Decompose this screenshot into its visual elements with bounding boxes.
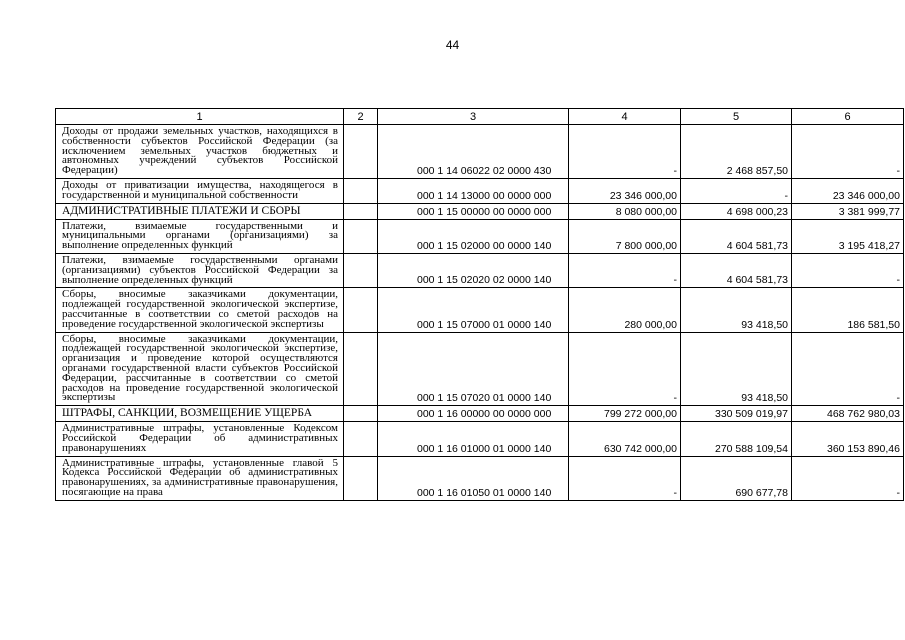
row-value-5: - bbox=[681, 178, 792, 203]
table-row bbox=[56, 219, 904, 253]
row-code: 000 1 15 07000 01 0000 140 bbox=[378, 288, 569, 332]
row-col2 bbox=[344, 456, 378, 500]
row-value-5: 690 677,78 bbox=[681, 456, 792, 500]
row-value-4: 280 000,00 bbox=[569, 288, 681, 332]
row-value-6: - bbox=[792, 332, 904, 406]
row-value-5: 4 698 000,23 bbox=[681, 203, 792, 219]
table-row bbox=[56, 125, 904, 179]
row-code: 000 1 15 00000 00 0000 000 bbox=[378, 203, 569, 219]
row-code: 000 1 15 02020 02 0000 140 bbox=[378, 253, 569, 287]
table-row bbox=[56, 332, 904, 406]
row-code: 000 1 15 07020 01 0000 140 bbox=[378, 332, 569, 406]
row-value-6: - bbox=[792, 125, 904, 179]
table-row bbox=[56, 178, 904, 203]
page-number: 44 bbox=[445, 38, 460, 52]
column-header: 6 bbox=[792, 109, 904, 125]
row-value-4: 7 800 000,00 bbox=[569, 219, 681, 253]
row-value-5: 4 604 581,73 bbox=[681, 219, 792, 253]
row-value-5: 2 468 857,50 bbox=[681, 125, 792, 179]
row-name: ШТРАФЫ, САНКЦИИ, ВОЗМЕЩЕНИЕ УЩЕРБА bbox=[56, 406, 344, 422]
table-row bbox=[56, 456, 904, 500]
row-value-4: 8 080 000,00 bbox=[569, 203, 681, 219]
row-col2 bbox=[344, 406, 378, 422]
row-value-6: 468 762 980,03 bbox=[792, 406, 904, 422]
column-header: 5 bbox=[681, 109, 792, 125]
row-name: АДМИНИСТРАТИВНЫЕ ПЛАТЕЖИ И СБОРЫ bbox=[56, 203, 344, 219]
row-col2 bbox=[344, 253, 378, 287]
row-value-6: 3 381 999,77 bbox=[792, 203, 904, 219]
header-row bbox=[56, 109, 904, 125]
row-name: Доходы от приватизации имущества, находящегося в государственной и муниципальной собственности bbox=[56, 178, 344, 203]
row-value-6: - bbox=[792, 456, 904, 500]
row-col2 bbox=[344, 332, 378, 406]
row-value-4: - bbox=[569, 253, 681, 287]
row-name bbox=[56, 456, 344, 500]
row-name: Платежи, взимаемые государственными и муниципальными органами (организациями) за выполнение определенных функций bbox=[56, 219, 344, 253]
row-value-5: 330 509 019,97 bbox=[681, 406, 792, 422]
row-col2 bbox=[344, 422, 378, 456]
row-value-5: 93 418,50 bbox=[681, 332, 792, 406]
table-row bbox=[56, 253, 904, 287]
column-header: 4 bbox=[569, 109, 681, 125]
row-value-5: 93 418,50 bbox=[681, 288, 792, 332]
row-value-4: - bbox=[569, 125, 681, 179]
row-col2 bbox=[344, 219, 378, 253]
row-value-5: 270 588 109,54 bbox=[681, 422, 792, 456]
row-code: 000 1 16 01050 01 0000 140 bbox=[378, 456, 569, 500]
row-value-6: 360 153 890,46 bbox=[792, 422, 904, 456]
row-value-6: - bbox=[792, 253, 904, 287]
row-value-6: 23 346 000,00 bbox=[792, 178, 904, 203]
row-name-text: Административные штрафы, установленные главой 5 Кодекса Российской Федерации об административных правонарушениях, за административные правонарушения, посягающие на права bbox=[62, 458, 338, 498]
table-row bbox=[56, 203, 904, 219]
row-name: Сборы, вносимые заказчиками документации, подлежащей государственной экологической экспертизе, рассчитанные в соответствии со сметой расходов на проведение государственной экологической экспертизы bbox=[56, 288, 344, 332]
row-code: 000 1 15 02000 00 0000 140 bbox=[378, 219, 569, 253]
row-col2 bbox=[344, 203, 378, 219]
row-col2 bbox=[344, 288, 378, 332]
row-code: 000 1 16 01000 01 0000 140 bbox=[378, 422, 569, 456]
row-value-4: 630 742 000,00 bbox=[569, 422, 681, 456]
row-code: 000 1 14 06022 02 0000 430 bbox=[378, 125, 569, 179]
row-code: 000 1 14 13000 00 0000 000 bbox=[378, 178, 569, 203]
budget-table bbox=[55, 108, 904, 501]
row-value-4: - bbox=[569, 332, 681, 406]
column-header: 2 bbox=[344, 109, 378, 125]
row-value-6: 3 195 418,27 bbox=[792, 219, 904, 253]
row-name: Сборы, вносимые заказчиками документации, подлежащей государственной экологической экспертизе, организация и проведение которой осуществляются органами государственной власти субъектов Российской Федерации, рассчитанные в соответствии со сметой расходов на проведение государственной экологической экспертизы bbox=[56, 332, 344, 406]
table-row bbox=[56, 422, 904, 456]
row-value-5: 4 604 581,73 bbox=[681, 253, 792, 287]
column-header: 3 bbox=[378, 109, 569, 125]
row-col2 bbox=[344, 178, 378, 203]
row-name: Платежи, взимаемые государственными органами (организациями) субъектов Российской Федерации за выполнение определенных функций bbox=[56, 253, 344, 287]
column-header: 1 bbox=[56, 109, 344, 125]
row-value-6: 186 581,50 bbox=[792, 288, 904, 332]
row-value-4: 799 272 000,00 bbox=[569, 406, 681, 422]
row-name: Доходы от продажи земельных участков, находящихся в собственности субъектов Российской Федерации (за исключением земельных участков бюджетных и автономных учреждений субъектов Российской Федерации) bbox=[56, 125, 344, 179]
row-col2 bbox=[344, 125, 378, 179]
table-row bbox=[56, 288, 904, 332]
row-value-4: - bbox=[569, 456, 681, 500]
table-row bbox=[56, 406, 904, 422]
row-name: Административные штрафы, установленные Кодексом Российской Федерации об административных правонарушениях bbox=[56, 422, 344, 456]
row-value-4: 23 346 000,00 bbox=[569, 178, 681, 203]
row-code: 000 1 16 00000 00 0000 000 bbox=[378, 406, 569, 422]
